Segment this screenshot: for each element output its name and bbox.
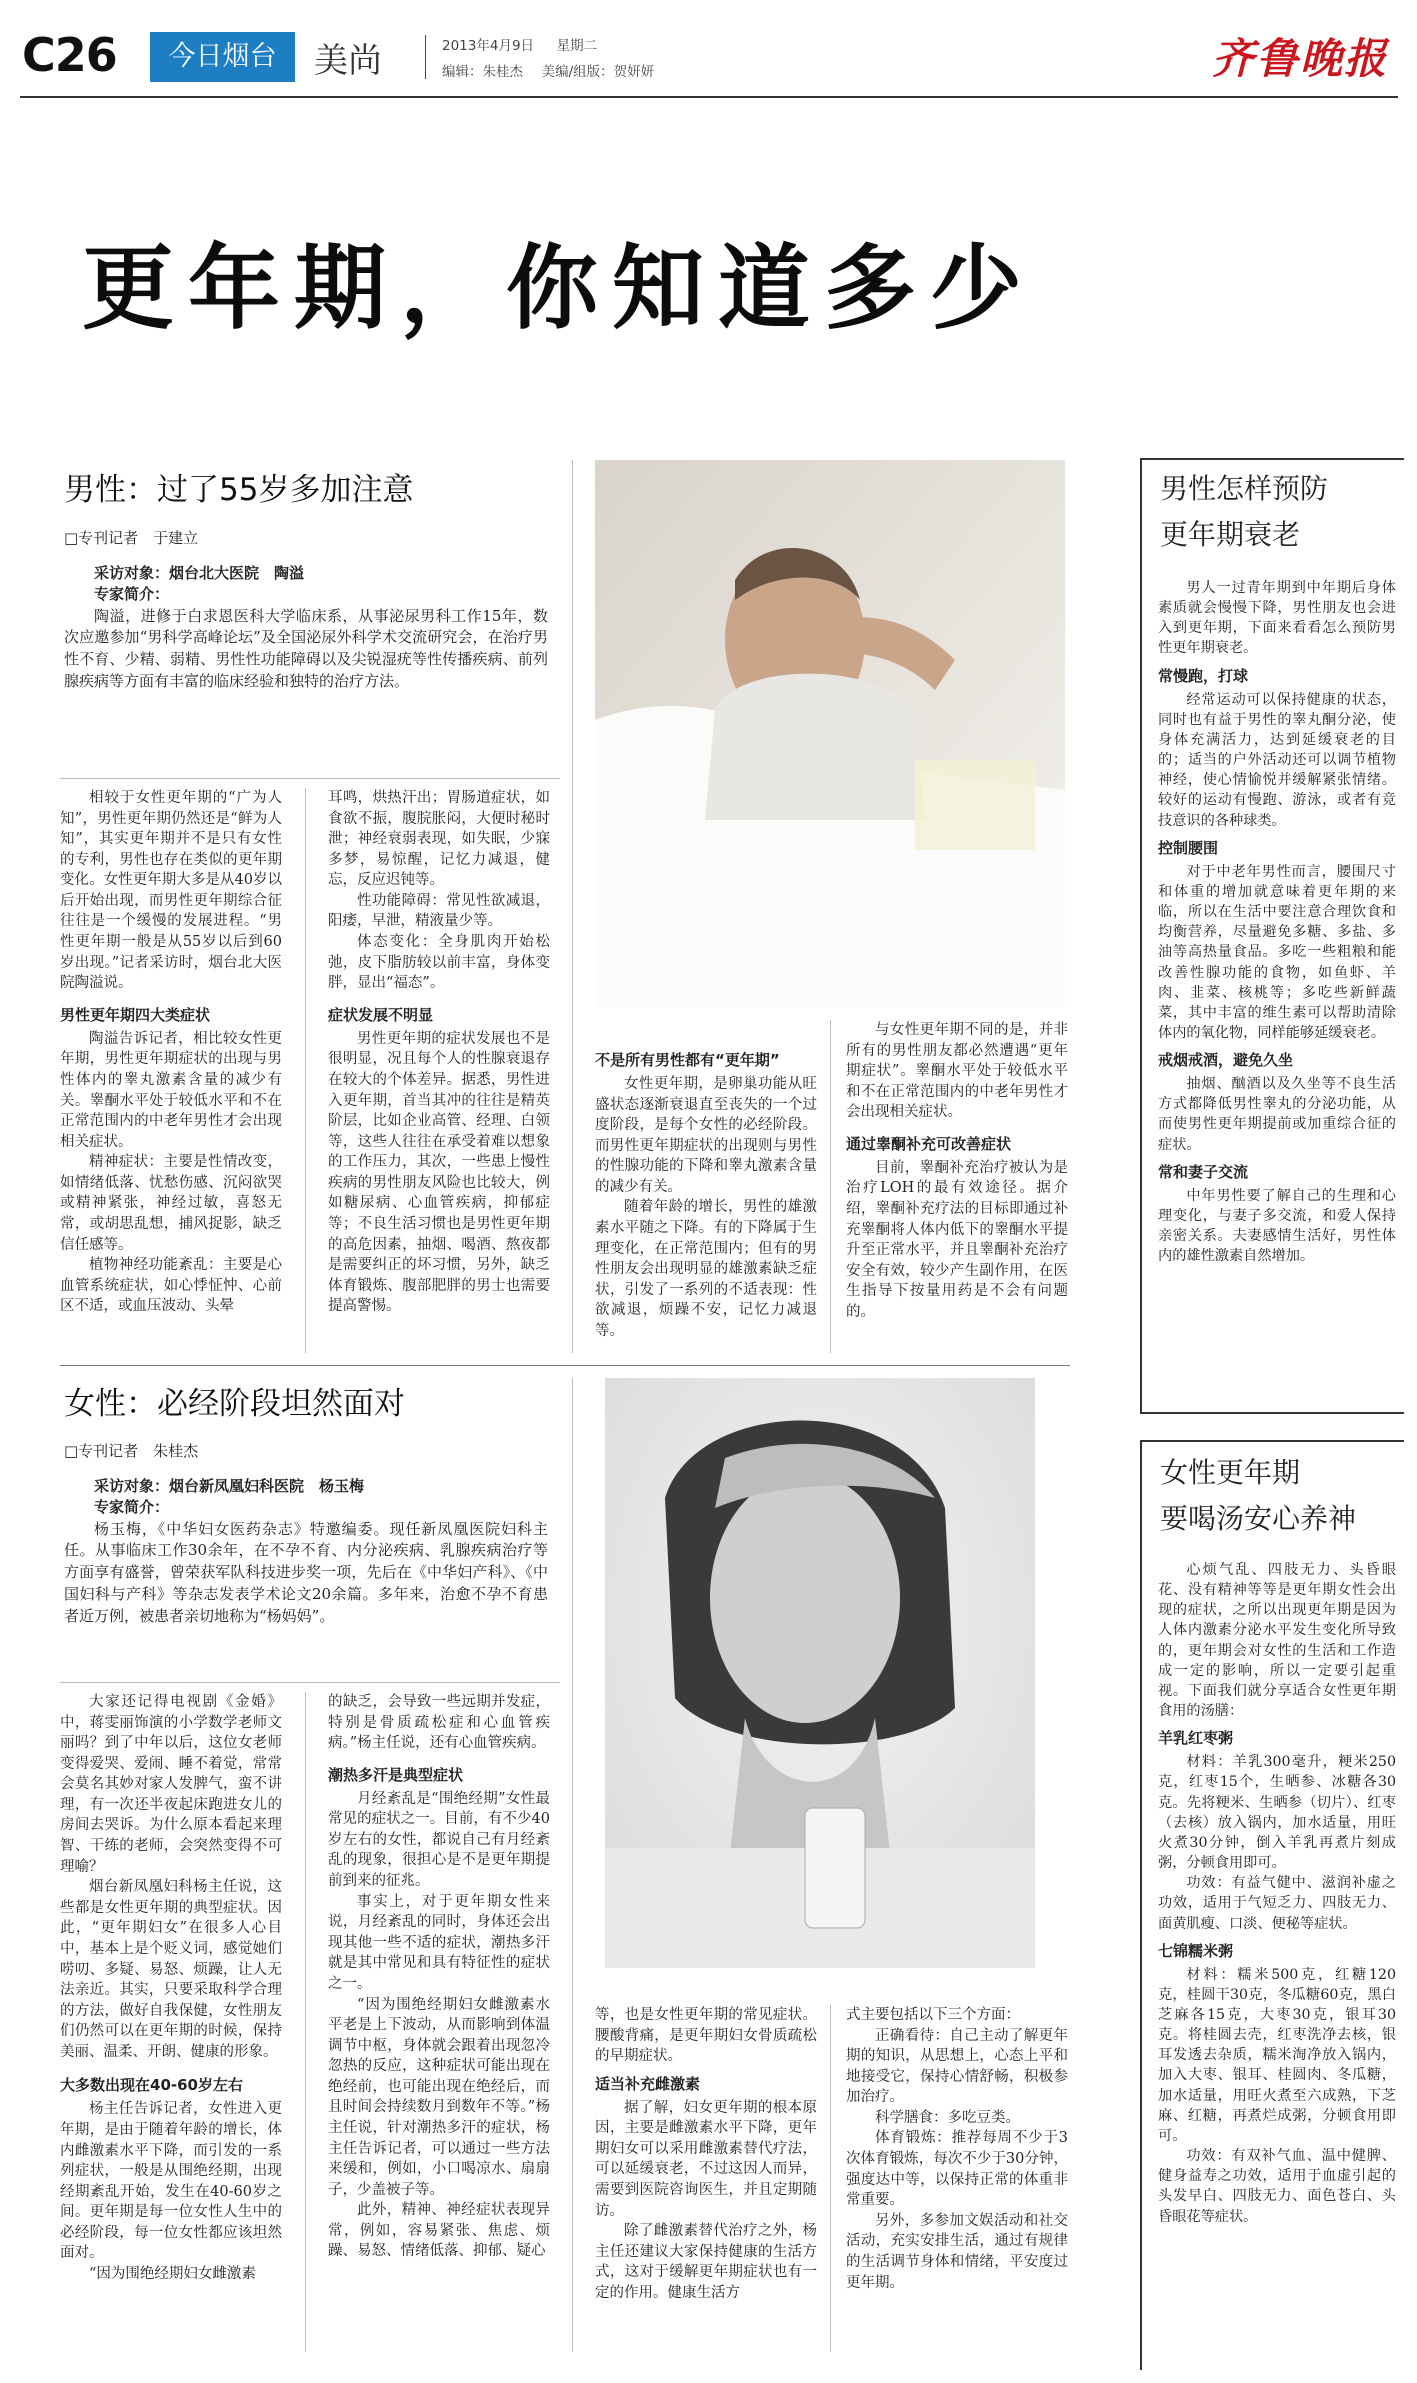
- sidebar-men: [1140, 458, 1404, 1414]
- subheading: 男性更年期四大类症状: [60, 1005, 211, 1024]
- subheading: 戒烟戒酒，避免久坐: [1158, 1051, 1294, 1070]
- men-interviewee: 采访对象：烟台北大医院 陶溢: [94, 564, 305, 582]
- men-photo: [595, 460, 1065, 1008]
- designer: 美编/组版：贺妍妍: [541, 64, 655, 80]
- paragraph: 陶溢告诉记者，相比较女性更年期，男性更年期症状的出现与男性体内的睾丸激素含量的减少有关。睾酮水平处于较低水平和不在正常范围内的中老年男性才会出现相关症状。: [60, 1030, 282, 1150]
- men-section-title: 男性：过了55岁多加注意: [64, 472, 414, 508]
- sidebar-women: [1140, 1440, 1404, 2370]
- subheading: 常慢跑，打球: [1158, 666, 1249, 685]
- subheading: 常和妻子交流: [1158, 1162, 1249, 1181]
- sidebar-title-line: 更年期衰老: [1160, 518, 1301, 552]
- men-expert-intro: 陶溢，进修于白求恩医科大学临床系，从事泌尿男科工作15年，数次应邀参加“男科学高峰论坛”及全国泌尿外科学术交流研究会，在治疗男性不育、少精、弱精、男性性功能障碍以及尖锐湿疣等性传播疾病、前列腺疾病等方面有丰富的临床经验和独特的治疗方法。: [64, 606, 548, 691]
- paragraph: “因为围绝经期妇女雌激素水平老是上下波动，从而影响到体温调节中枢，身体就会跟着出现忽冷忽热的反应，这种症状可能出现在绝经前，也可能出现在绝经后，而且时间会持续数月到数年不等。”杨主任说，针对潮热多汗的症状，杨主任告诉记者，可以通过一些方法来缓和，例如，小口喝凉水、扇扇子，少盖被子等。: [328, 1996, 550, 2198]
- main-headline: 更年期，你知道多少: [82, 235, 1037, 342]
- women-expert-intro: 杨玉梅，《中华妇女医药杂志》特邀编委。现任新凤凰医院妇科主任。从事临床工作30余年，在不孕不育、内分泌疾病、乳腺疾病治疗等方面享有盛誉，曾荣获军队科技进步奖一项，先后在《中华妇产科》、《中国妇科与产科》等杂志发表学术论文20余篇。多年来，治愈不孕不育患者近万例，被患者亲切地称为“杨妈妈”。: [64, 1519, 548, 1626]
- date: 2013年4月9日: [442, 38, 535, 54]
- men-col-4: [846, 1020, 1068, 1323]
- paragraph: 经常运动可以保持健康的状态，同时也有益于男性的睾丸酮分泌，使身体充满活力，达到延缓衰老的目的；适当的户外活动还可以调节植物神经，使心情愉悦并缓解紧张情绪。较好的运动有慢跑、游泳，或者有竞技意识的各种球类。: [1158, 691, 1396, 829]
- paragraph: 等，也是女性更年期的常见症状。腰酸背痛，是更年期妇女骨质疏松的早期症状。: [595, 2007, 817, 2065]
- paragraph: 随着年龄的增长，男性的雄激素水平随之下降。有的下降属于生理变化，在正常范围内；但有的男性朋友会出现明显的雄激素缺乏症状，引发了一系列的不适表现：性欲减退，烦躁不安，记忆力减退等。: [595, 1199, 817, 1339]
- sidebar-women-body: [1158, 1560, 1396, 2227]
- paragraph: 中年男性要了解自己的生理和心理变化，与妻子多交流，和爱人保持亲密关系。夫妻感情生活好，男性体内的雄性激素自然增加。: [1158, 1187, 1396, 1265]
- sidebar-men-title: [1160, 466, 1400, 558]
- sidebar-title-line: 男性怎样预防: [1160, 472, 1329, 505]
- women-expert-box: [64, 1476, 548, 1628]
- men-byline: □专刊记者 于建立: [64, 529, 199, 547]
- paragraph: 植物神经功能紊乱：主要是心血管系统症状，如心悸怔忡、心前区不适，或血压波动、头晕: [60, 1257, 282, 1315]
- weekday: 星期二: [556, 38, 598, 54]
- men-col-1: [60, 788, 282, 1317]
- paragraph: 女性更年期，是卵巢功能从旺盛状态逐渐衰退直至丧失的一个过度阶段，是每个女性的必经阶段。而男性更年期症状的出现则与男性的性腺功能的下降和睾丸激素含量的减少有关。: [595, 1076, 817, 1195]
- column-divider: [830, 2005, 831, 2352]
- paragraph: “因为围绝经期妇女雌激素: [89, 2266, 256, 2283]
- sidebar-title-line: 女性更年期: [1160, 1456, 1301, 1489]
- paragraph: 与女性更年期不同的是，并非所有的男性朋友都必然遭遇“更年期症状”。睾酮水平处于较低水平和不在正常范围内的中老年男性才会出现相关症状。: [846, 1022, 1068, 1121]
- men-expert-box: [64, 563, 548, 693]
- paragraph: 抽烟、酗酒以及久坐等不良生活方式都降低男性睾丸的分泌功能，从而使男性更年期提前或加重综合征的症状。: [1158, 1076, 1396, 1153]
- paragraph: 对于中老年男性而言，腰围尺寸和体重的增加就意味着更年期的来临，所以在生活中要注意合理饮食和均衡营养，尽量避免多糖、多盐、多油等高热量食品。多吃一些粗粮和能改善性腺功能的食物，如鱼虾、羊肉、韭菜、核桃等；多吃些新鲜蔬菜，其中丰富的维生素可以帮助清除体内的氧化物，同样能够延缓衰老。: [1158, 863, 1396, 1041]
- paragraph: 的缺乏，会导致一些远期并发症，特别是骨质疏松症和心血管疾病。”杨主任说，还有心血管疾病。: [328, 1694, 550, 1752]
- subheading: 羊乳红枣粥: [1158, 1729, 1234, 1748]
- tired-woman-photo: [605, 1378, 1035, 1968]
- editor: 编辑：朱桂杰: [442, 64, 523, 80]
- sidebar-title-line: 要喝汤安心养神: [1160, 1502, 1357, 1536]
- header-divider: [425, 35, 426, 79]
- paragraph: 性功能障碍：常见性欲减退，阳痿，早泄，精液量少等。: [328, 892, 550, 930]
- paragraph: 月经紊乱是“围绝经期”女性最常见的症状之一。目前，有不少40岁左右的女性，都说自己有月经紊乱的现象，很担心是不是更年期提前到来的征兆。: [328, 1790, 550, 1890]
- men-section: [60, 460, 1070, 1365]
- header-editors: [442, 60, 654, 80]
- column-divider: [305, 788, 306, 1353]
- paragraph: 男人一过青年期到中年期后身体素质就会慢慢下降，男性朋友也会进入到更年期，下面来看看怎么预防男性更年期衰老。: [1158, 580, 1396, 657]
- subheading: 七锦糯米粥: [1158, 1941, 1234, 1960]
- page-number: C26: [22, 28, 117, 82]
- page-header: [0, 0, 1417, 95]
- paragraph: 大家还记得电视剧《金婚》中，蒋雯丽饰演的小学数学老师文丽吗？到了中年以后，这位女老师变得爱哭、爱闹、睡不着觉，常常会莫名其妙对家人发脾气，蛮不讲理，有一次还半夜起床跑进女儿的房间去哭诉。为什么原本看起来理智、干练的老师，会突然变得不可理喻？: [60, 1694, 282, 1875]
- subheading: 症状发展不明显: [328, 1005, 434, 1024]
- paragraph: 烟台新凤凰妇科杨主任说，这些都是女性更年期的典型症状。因此，“更年期妇女”在很多人心目中，基本上是个贬义词，感觉她们唠叨、多疑、易怒、烦躁，让人无法亲近。其实，只要采取科学合理的方法，做好自我保健，女性朋友们仍然可以在更年期的时候，保持美丽、温柔、开朗、健康的形象。: [60, 1879, 282, 2060]
- paragraph: 体态变化：全身肌肉开始松弛，皮下脂肪较以前丰富，身体变胖，显出“福态”。: [328, 934, 550, 992]
- men-col-3: [595, 1043, 817, 1342]
- women-col-2: [328, 1692, 550, 2262]
- subheading: 通过睾酮补充可改善症状: [846, 1134, 1012, 1153]
- section-tab: 今日烟台: [150, 32, 295, 82]
- women-photo: [605, 1378, 1035, 1968]
- header-rule: [20, 96, 1398, 98]
- expert-box-rule: [60, 1682, 560, 1683]
- paragraph: 相较于女性更年期的“广为人知”，男性更年期仍然还是“鲜为人知”，其实更年期并不是只有女性的专利，男性也存在类似的更年期变化。女性更年期大多是从40岁以后开始出现，而男性更年期综合征往往是一个缓慢的发展进程。“男性更年期一般是从55岁以后到60岁出现。”记者采访时，烟台北大医院陶溢说。: [60, 790, 282, 992]
- paragraph: 耳鸣，烘热汗出；胃肠道症状，如食欲不振，腹脘胀闷，大便时秘时泄；神经衰弱表现，如失眠，少寐多梦，易惊醒，记忆力减退，健忘，反应迟钝等。: [328, 790, 550, 889]
- paragraph: 功效：有双补气血、温中健脾、健身益寿之功效，适用于血虚引起的头发早白、四肢无力、面色苍白、头昏眼花等症状。: [1158, 2148, 1396, 2225]
- paragraph: 杨主任告诉记者，女性进入更年期，是由于随着年龄的增长，体内雌激素水平下降，而引发的一系列症状，一般是从围绝经期，出现经期紊乱开始，发生在40-60岁之间。更年期是每一位女性人生中的必经阶段，每一位女性都应该坦然面对。: [60, 2101, 282, 2262]
- paragraph: 另外，多参加文娱活动和社交活动，充实安排生活，通过有规律的生活调节身体和情绪，平安度过更年期。: [846, 2212, 1068, 2291]
- men-expert-label: 专家简介：: [94, 585, 170, 604]
- paragraph: 据了解，妇女更年期的根本原因，主要是雌激素水平下降，更年期妇女可以采用雌激素替代疗法，可以延缓衰老，不过这因人而异，需要到医院咨询医生，并且定期随访。: [595, 2099, 817, 2219]
- women-col-1: [60, 1692, 282, 2285]
- men-col-2: [328, 788, 550, 1317]
- women-col-4: [846, 2005, 1068, 2293]
- paragraph: 除了雌激素替代治疗之外，杨主任还建议大家保持健康的生活方式，这对于缓解更年期症状也有一定的作用。健康生活方: [595, 2223, 817, 2301]
- subheading: 大多数出现在40-60岁左右: [60, 2076, 243, 2095]
- women-expert-label: 专家简介：: [94, 1498, 170, 1517]
- column-divider: [305, 1692, 306, 2352]
- paragraph: 目前，睾酮补充治疗被认为是治疗LOH的最有效途径。据介绍，睾酮补充疗法的目标即通过补充睾酮将人体内低下的睾酮水平提升至正常水平，并且睾酮补充治疗安全有效，较少产生副作用，在医生指导下按量用药是不会有问题的。: [846, 1159, 1068, 1320]
- women-byline: □专刊记者 朱桂杰: [64, 1442, 199, 1460]
- subheading: 潮热多汗是典型症状: [328, 1765, 464, 1784]
- paragraph: 正确看待：自己主动了解更年期的知识，从思想上，心态上平和地接受它，保持心情舒畅，积极参加治疗。: [846, 2027, 1068, 2106]
- paragraph: 此外，精神、神经症状表现异常，例如，容易紧张、焦虑、烦躁、易怒、情绪低落、抑郁、疑心: [328, 2202, 550, 2260]
- paragraph: 材料：糯米500克，红糖120克，桂圆干30克，冬瓜糖60克，黑白芝麻各15克，大枣30克，银耳30克。将桂圆去壳，红枣洗净去核，银耳发透去杂质，糯米淘净放入锅内，加入大枣、银耳、桂圆肉、冬瓜糖，加水适量，用旺火煮至六成熟，下芝麻、红糖，再煮烂成粥，分顿食用即可。: [1158, 1966, 1396, 2144]
- paragraph: 式主要包括以下三个方面：: [846, 2007, 1020, 2023]
- expert-box-rule: [60, 778, 560, 779]
- column-divider: [830, 1020, 831, 1353]
- newspaper-logo: 齐鲁晚报: [1212, 34, 1389, 83]
- sidebar-women-title: [1160, 1450, 1400, 1542]
- subheading: 控制腰围: [1158, 838, 1219, 857]
- women-section: [60, 1378, 1070, 2368]
- paragraph: 体育锻炼：推荐每周不少于3次体育锻炼，每次不少于30分钟，强度达中等，以保持正常的体重非常重要。: [846, 2130, 1068, 2209]
- header-date: [442, 34, 597, 54]
- women-interviewee: 采访对象：烟台新凤凰妇科医院 杨玉梅: [94, 1477, 365, 1495]
- subheading: 不是所有男性都有“更年期”: [595, 1051, 780, 1069]
- column-divider: [572, 460, 573, 1353]
- paragraph: 功效：有益气健中、滋润补虚之功效，适用于气短乏力、四肢无力、面黄肌瘦、口淡、便秘等症状。: [1158, 1875, 1396, 1932]
- paragraph: 心烦气乱、四肢无力、头昏眼花、没有精神等等是更年期女性会出现的症状，之所以出现更年期是因为人体内激素分泌水平发生变化所导致的，更年期会对女性的生活和工作造成一定的影响，所以一定要引起重视。下面我们就分享适合女性更年期食用的汤膳：: [1158, 1562, 1396, 1720]
- women-section-title: 女性：必经阶段坦然面对: [64, 1386, 405, 1422]
- women-col-3: [595, 2005, 817, 2304]
- paragraph: 材料：羊乳300毫升，粳米250克，红枣15个，生晒参、冰糖各30克。先将粳米、生晒参（切片）、红枣（去核）放入锅内，加水适量，用旺火煮30分钟，倒入羊乳再煮片刻成粥，分顿食用即可。: [1158, 1754, 1396, 1872]
- sidebar-men-body: [1158, 578, 1396, 1266]
- column-name: 美尚: [314, 41, 382, 81]
- paragraph: 事实上，对于更年期女性来说，月经紊乱的同时，身体还会出现其他一些不适的症状，潮热多汗就是其中常见和具有特征性的症状之一。: [328, 1893, 550, 1992]
- paragraph: 男性更年期的症状发展也不是很明显，况且每个人的性腺衰退存在较大的个体差异。据悉，男性进入更年期，首当其冲的往往是精英阶层，比如企业高管、经理、白领等，这些人往往在承受着难以想象的工作压力，其次，一些患上慢性疾病的男性朋友风险也比较大，例如糖尿病、心血管疾病，抑郁症等；不良生活习惯也是男性更年期的高危因素，抽烟、喝酒、熬夜都是需要纠正的坏习惯，另外，缺乏体育锻炼、腹部肥胖的男士也需要提高警惕。: [328, 1030, 550, 1315]
- column-divider: [572, 1378, 573, 2352]
- subheading: 适当补充雌激素: [595, 2074, 701, 2093]
- paragraph: 科学膳食：多吃豆类。: [875, 2109, 1020, 2126]
- sick-man-photo: [595, 460, 1065, 1008]
- section-divider: [60, 1365, 1070, 1366]
- paragraph: 精神症状：主要是性情改变，如情绪低落、忧愁伤感、沉闷欲哭或精神紧张，神经过敏，喜怒无常，或胡思乱想，捕风捉影，缺乏信任感等。: [60, 1154, 282, 1253]
